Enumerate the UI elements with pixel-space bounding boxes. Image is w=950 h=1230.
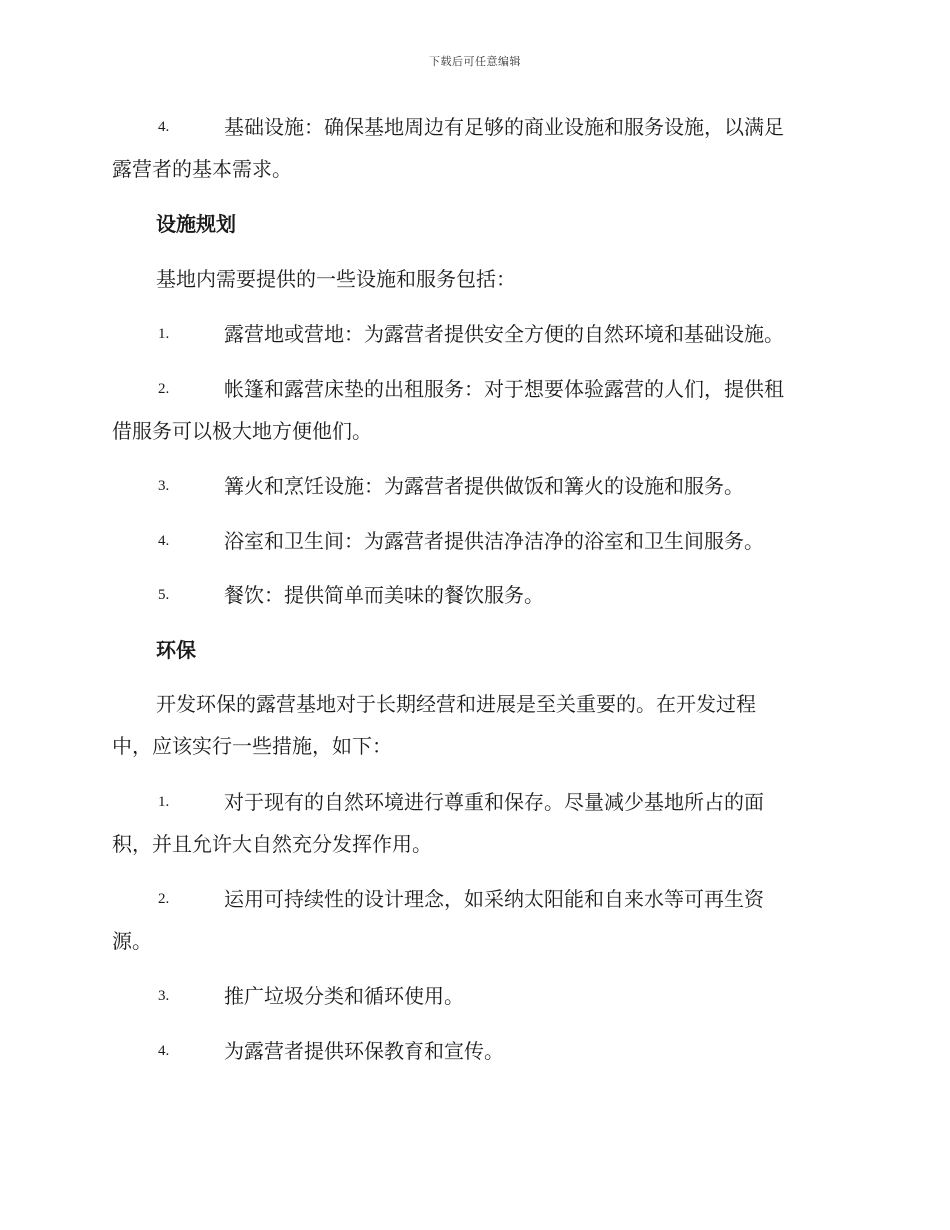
list-item: [112, 465, 842, 507]
list-text: 运用可持续性的设计理念，如采纳太阳能和自来水等可再生资: [224, 887, 764, 911]
list-text: 基础设施：确保基地周边有足够的商业设施和服务设施，以满足: [224, 115, 784, 139]
list-text: 为露营者提供环保教育和宣传。: [224, 1039, 504, 1063]
section-heading-environment: 环保: [156, 638, 196, 662]
list-text: 露营地或营地：为露营者提供安全方便的自然环境和基础设施。: [224, 322, 784, 346]
list-number: 3.: [158, 478, 170, 494]
list-number: 4.: [158, 1043, 170, 1059]
list-text: 篝火和烹饪设施：为露营者提供做饭和篝火的设施和服务。: [224, 474, 744, 498]
list-text: 浴室和卫生间：为露营者提供洁净洁净的浴室和卫生间服务。: [224, 529, 764, 553]
list-number: 4.: [158, 119, 170, 135]
list-item: [112, 1030, 842, 1072]
list-item: [112, 878, 842, 962]
environment-intro-line1: 开发环保的露营基地对于长期经营和进展是至关重要的。在开发过程: [156, 692, 756, 716]
list-number: 4.: [158, 533, 170, 549]
list-number: 1.: [158, 794, 170, 810]
list-number: 2.: [158, 381, 170, 397]
list-text: 推广垃圾分类和循环使用。: [224, 984, 464, 1008]
list-number: 5.: [158, 587, 170, 603]
list-text: 餐饮：提供简单而美味的餐饮服务。: [224, 583, 544, 607]
list-text-continuation: 积，并且允许大自然充分发挥作用。: [112, 832, 432, 856]
list-item: [112, 520, 842, 562]
list-item: [112, 368, 842, 452]
list-number: 1.: [158, 326, 170, 342]
section-heading-facilities: 设施规划: [156, 212, 236, 236]
list-number: 3.: [158, 988, 170, 1004]
list-number: 2.: [158, 891, 170, 907]
list-item: [112, 975, 842, 1017]
list-item: [112, 574, 842, 616]
list-text: 对于现有的自然环境进行尊重和保存。尽量减少基地所占的面: [224, 790, 764, 814]
list-text-continuation: 露营者的基本需求。: [112, 157, 292, 181]
list-item: [112, 781, 842, 865]
list-item: [112, 106, 842, 190]
list-text-continuation: 借服务可以极大地方便他们。: [112, 419, 372, 443]
list-item: [112, 313, 842, 355]
list-text-continuation: 源。: [112, 929, 152, 953]
environment-intro-line2: 中，应该实行一些措施，如下：: [112, 734, 392, 758]
list-text: 帐篷和露营床垫的出租服务：对于想要体验露营的人们，提供租: [224, 377, 784, 401]
environment-intro: [112, 683, 842, 767]
page-header: 下载后可任意编辑: [429, 55, 521, 68]
facilities-intro: 基地内需要提供的一些设施和服务包括：: [156, 267, 516, 291]
